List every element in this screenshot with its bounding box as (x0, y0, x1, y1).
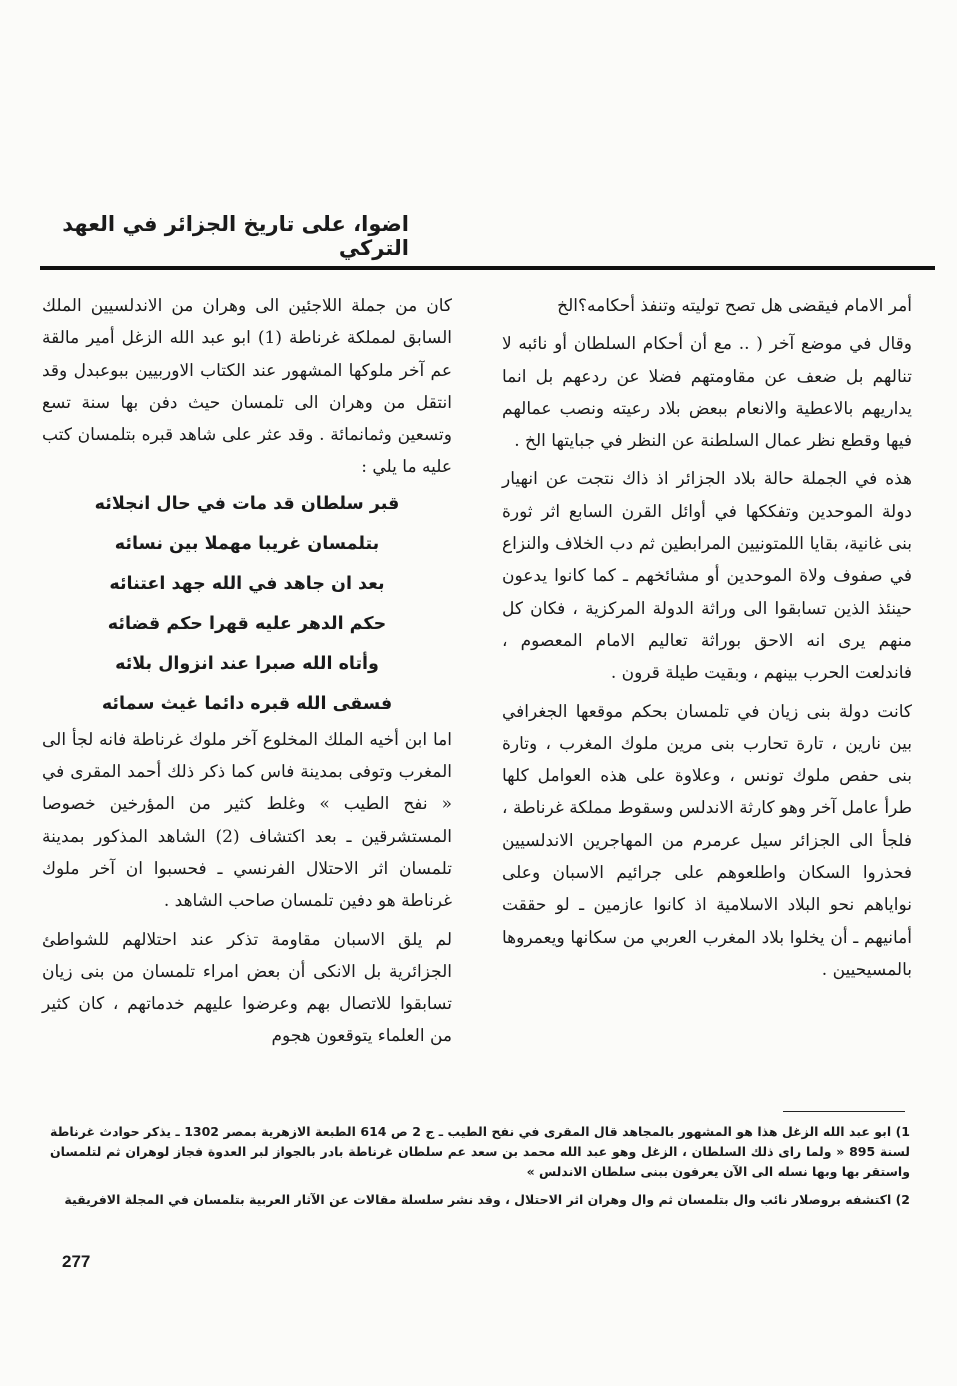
verse-line: قبر سلطان قد مات في حال انجلائه (94, 493, 400, 514)
paragraph: وقال في موضع آخر ( .. مع أن أحكام السلطان أو نائبه لا تنالهم بل ضعف عن مقاومتهم فضلا عن ردعهم بل انما يداريهم بالاعطية والانعام ببعض بلاد رعيته ونصب عمالهم فيها وقطع نظر عمال السلطنة عن النظر في جبايتها الخ . (502, 334, 912, 452)
verse-line: حكم الدهر عليه قهرا حكم قضائه (107, 613, 387, 634)
paragraph: لم يلق الاسبان مقاومة تذكر عند احتلالهم للشواطئ الجزائرية بل الانكى أن بعض امراء تلمسان من بنى زيان تسابقوا للاتصال بهم وعرضوا عليهم خدماتهم ، كان كثير من العلماء يتوقعون هجوم (42, 929, 452, 1047)
verse-line: فسقى الله قبره دائما غيث سمائه (101, 693, 393, 714)
epitaph-verses (42, 484, 452, 724)
paragraph: اما ابن أخيه الملك المخلوع آخر ملوك غرناطة فانه لجأ الى المغرب وتوفى بمدينة فاس كما ذكر ذلك أحمد المقرى في « نفح الطيب » وغلط كثير من المؤرخين خصوصا المستشرقين ـ بعد اكتشاف (2) الشاهد المذكور بمدينة تلمسان اثر الاحتلال الفرنسي ـ فحسبوا ان آخر ملوك غرناطة هو دفين تلمسان صاحب الشاهد . (42, 729, 452, 912)
footnote: 1) ابو عبد الله الزغل هذا هو المشهور بالمجاهد قال المقرى في نفح الطيب ـ ج 2 ص 614 الطبعة الازهرية بمصر 1302 ـ يذكر حوادث غرناطة لسنة 895 « ولما راى ذلك السلطان ، الزغل وهو عبد الله محمد بن سعد عم سلطان غرناطة بادر بالجواز لبر العدوة فجاز لوهران ثم لتلمسان واستقر بها وبها نسله الى الآن يعرفون ببنى سلطان الاندلس » (50, 1124, 911, 1179)
left-column (42, 290, 452, 1053)
paragraph: كان من جملة اللاجئين الى وهران من الاندلسيين الملك السابق لمملكة غرناطة (1) ابو عبد الله الزغل أمير مالقة عم آخر ملوكها المشهور عند الكتاب الاوربيين ببوعبدل وقد انتقل من وهران الى تلمسان حيث دفن بها سنة تسع وتسعين وثمانمائة . وقد عثر على شاهد قبره بتلمسان كتب عليه ما يلي : (42, 296, 452, 478)
verse-line: بتلمسان غريبا مهملا بين نسائه (114, 533, 380, 554)
footnote-rule (783, 1111, 905, 1112)
paragraph: كانت دولة بنى زيان في تلمسان بحكم موقعها الجغرافي بين نارين ، تارة تحارب بنى مرين ملوك المغرب ، وتارة بنى حفص ملوك تونس ، وعلاوة على هذه العوامل كلها طرأ عامل آخر وهو كارثة الاندلس وسقوط مملكة غرناطة ، فلجأ الى الجزائر سيل عرمرم من المهاجرين الاندلسيين فحذروا السكان واطلعوهم على جرائيم الاسبان وعلى نواياهم نحو البلاد الاسلامية اذ كانوا عازمين ـ لو حققت أمانيهم ـ أن يخلوا بلاد المغرب العربي من سكانها ويعمروها بالمسيحيين . (502, 701, 912, 980)
page-number: 277 (62, 1252, 91, 1271)
paragraph: هذه في الجملة حالة بلاد الجزائر اذ ذاك نتجت عن انهيار دولة الموحدين وتفككها في أوائل القرن السابع اثر ثورة بنى غانية، بقايا اللمتونيين المرابطين ثم دب الخلاف والنزاع في صفوف ولاة الموحدين أو مشائخهم ـ كما كانوا يدعون حينئذ الذين تسابقوا الى وراثة الدولة المركزية ، فكان كل منهم يرى انه الاحق بوراثة تعاليم الامام المعصوم ، فاندلعت الحرب بينهم ، وبقيت طيلة قرون . (502, 469, 912, 684)
footnote: 2) اكتشفه بروصلار نائب وال بتلمسان ثم وال وهران اثر الاحتلال ، وقد نشر سلسلة مقالات عن الآثار العربية بتلمسان في المجلة الافريقية (64, 1192, 910, 1207)
right-column (502, 290, 912, 986)
header-title: اضوا، على تاريخ الجزائر في العهد التركي (62, 212, 409, 260)
header-rule (40, 266, 935, 270)
verse-line: وأتاه الله صبرا عند انزوال بلائه (115, 653, 379, 674)
paragraph: أمر الامام فيقضى هل تصح توليته وتنفذ أحكامه؟الخ (557, 296, 912, 316)
footnotes (50, 1122, 910, 1218)
verse-line: بعد ان جاهد في الله جهد اعتنائه (109, 573, 385, 594)
